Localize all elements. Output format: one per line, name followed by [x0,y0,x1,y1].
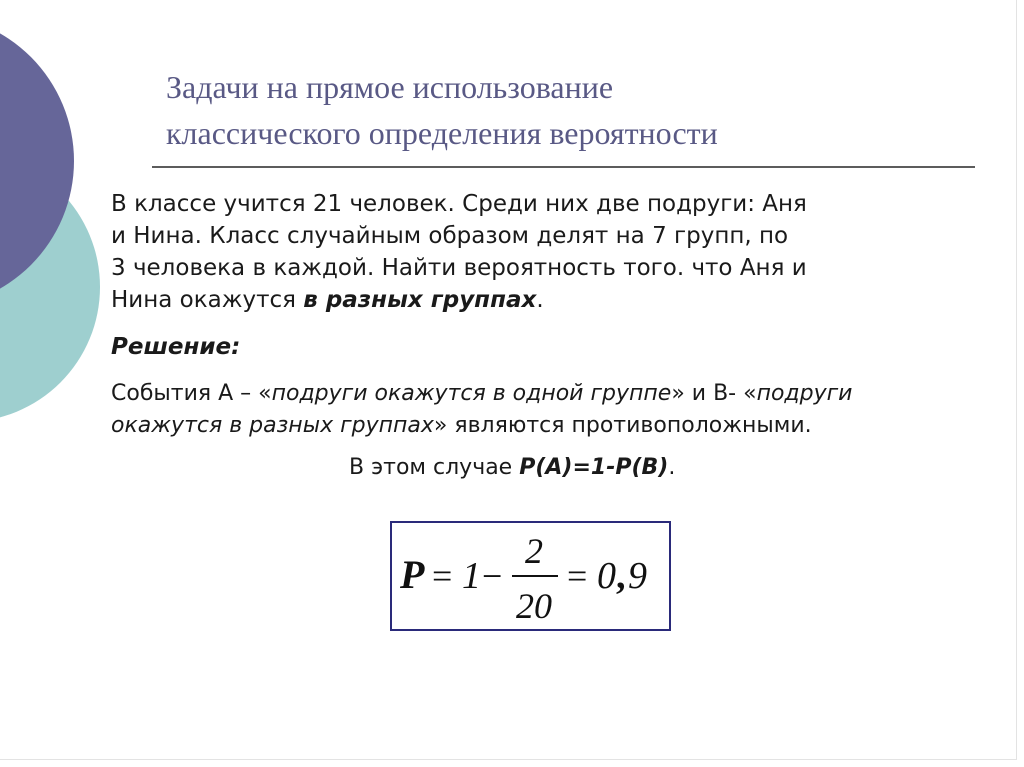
case-formula: P(A)=1-P(B) [519,455,669,480]
problem-line-4 [111,284,991,316]
problem-line-1: В классе учится 21 человек. Среди них две подруги: Аня [111,191,807,217]
title-line-2: классического определения вероятности [166,115,718,151]
problem-emphasis: в разных группах [303,287,537,313]
event-b-text-start: подруги [756,381,853,406]
title-line-1: Задачи на прямое использование [166,69,614,105]
formula-equals-1: = [432,556,453,596]
case-statement [349,455,675,480]
problem-line-4-prefix: Нина окажутся [111,287,304,313]
events-line-1 [111,378,991,410]
problem-line-4-suffix: . [536,287,544,313]
events-part-1: События А – « [111,381,272,406]
event-b-text-end: окажутся в разных группах [111,413,434,438]
events-description [111,378,991,442]
problem-line-2: и Нина. Класс случайным образом делят на 7 групп, по [111,223,789,249]
formula-comma: , [616,555,626,597]
formula-equals-2: = [567,556,588,596]
formula-result-frac: 9 [628,555,647,597]
fraction-bar [512,575,558,577]
formula-box [390,521,671,631]
solution-label: Решение: [111,334,241,360]
case-prefix: В этом случае [349,455,520,480]
formula-numerator: 2 [525,531,543,571]
formula-denominator: 20 [516,586,552,626]
problem-statement [111,188,991,316]
event-a-text: подруги окажутся в одной группе [271,381,672,406]
slide-title [166,64,966,156]
formula-svg [392,523,669,629]
formula-result-int: 0 [597,555,616,597]
events-part-3: » являются противоположными. [433,413,812,438]
case-suffix: . [668,455,676,480]
formula-lhs: P [400,552,425,597]
formula-one: 1 [462,555,481,597]
problem-line-3: 3 человека в каждой. Найти вероятность того. что Аня и [111,255,807,281]
events-part-2: » и В- « [671,381,757,406]
formula-minus: − [482,556,503,596]
title-divider [152,166,975,168]
events-line-2 [111,410,991,442]
